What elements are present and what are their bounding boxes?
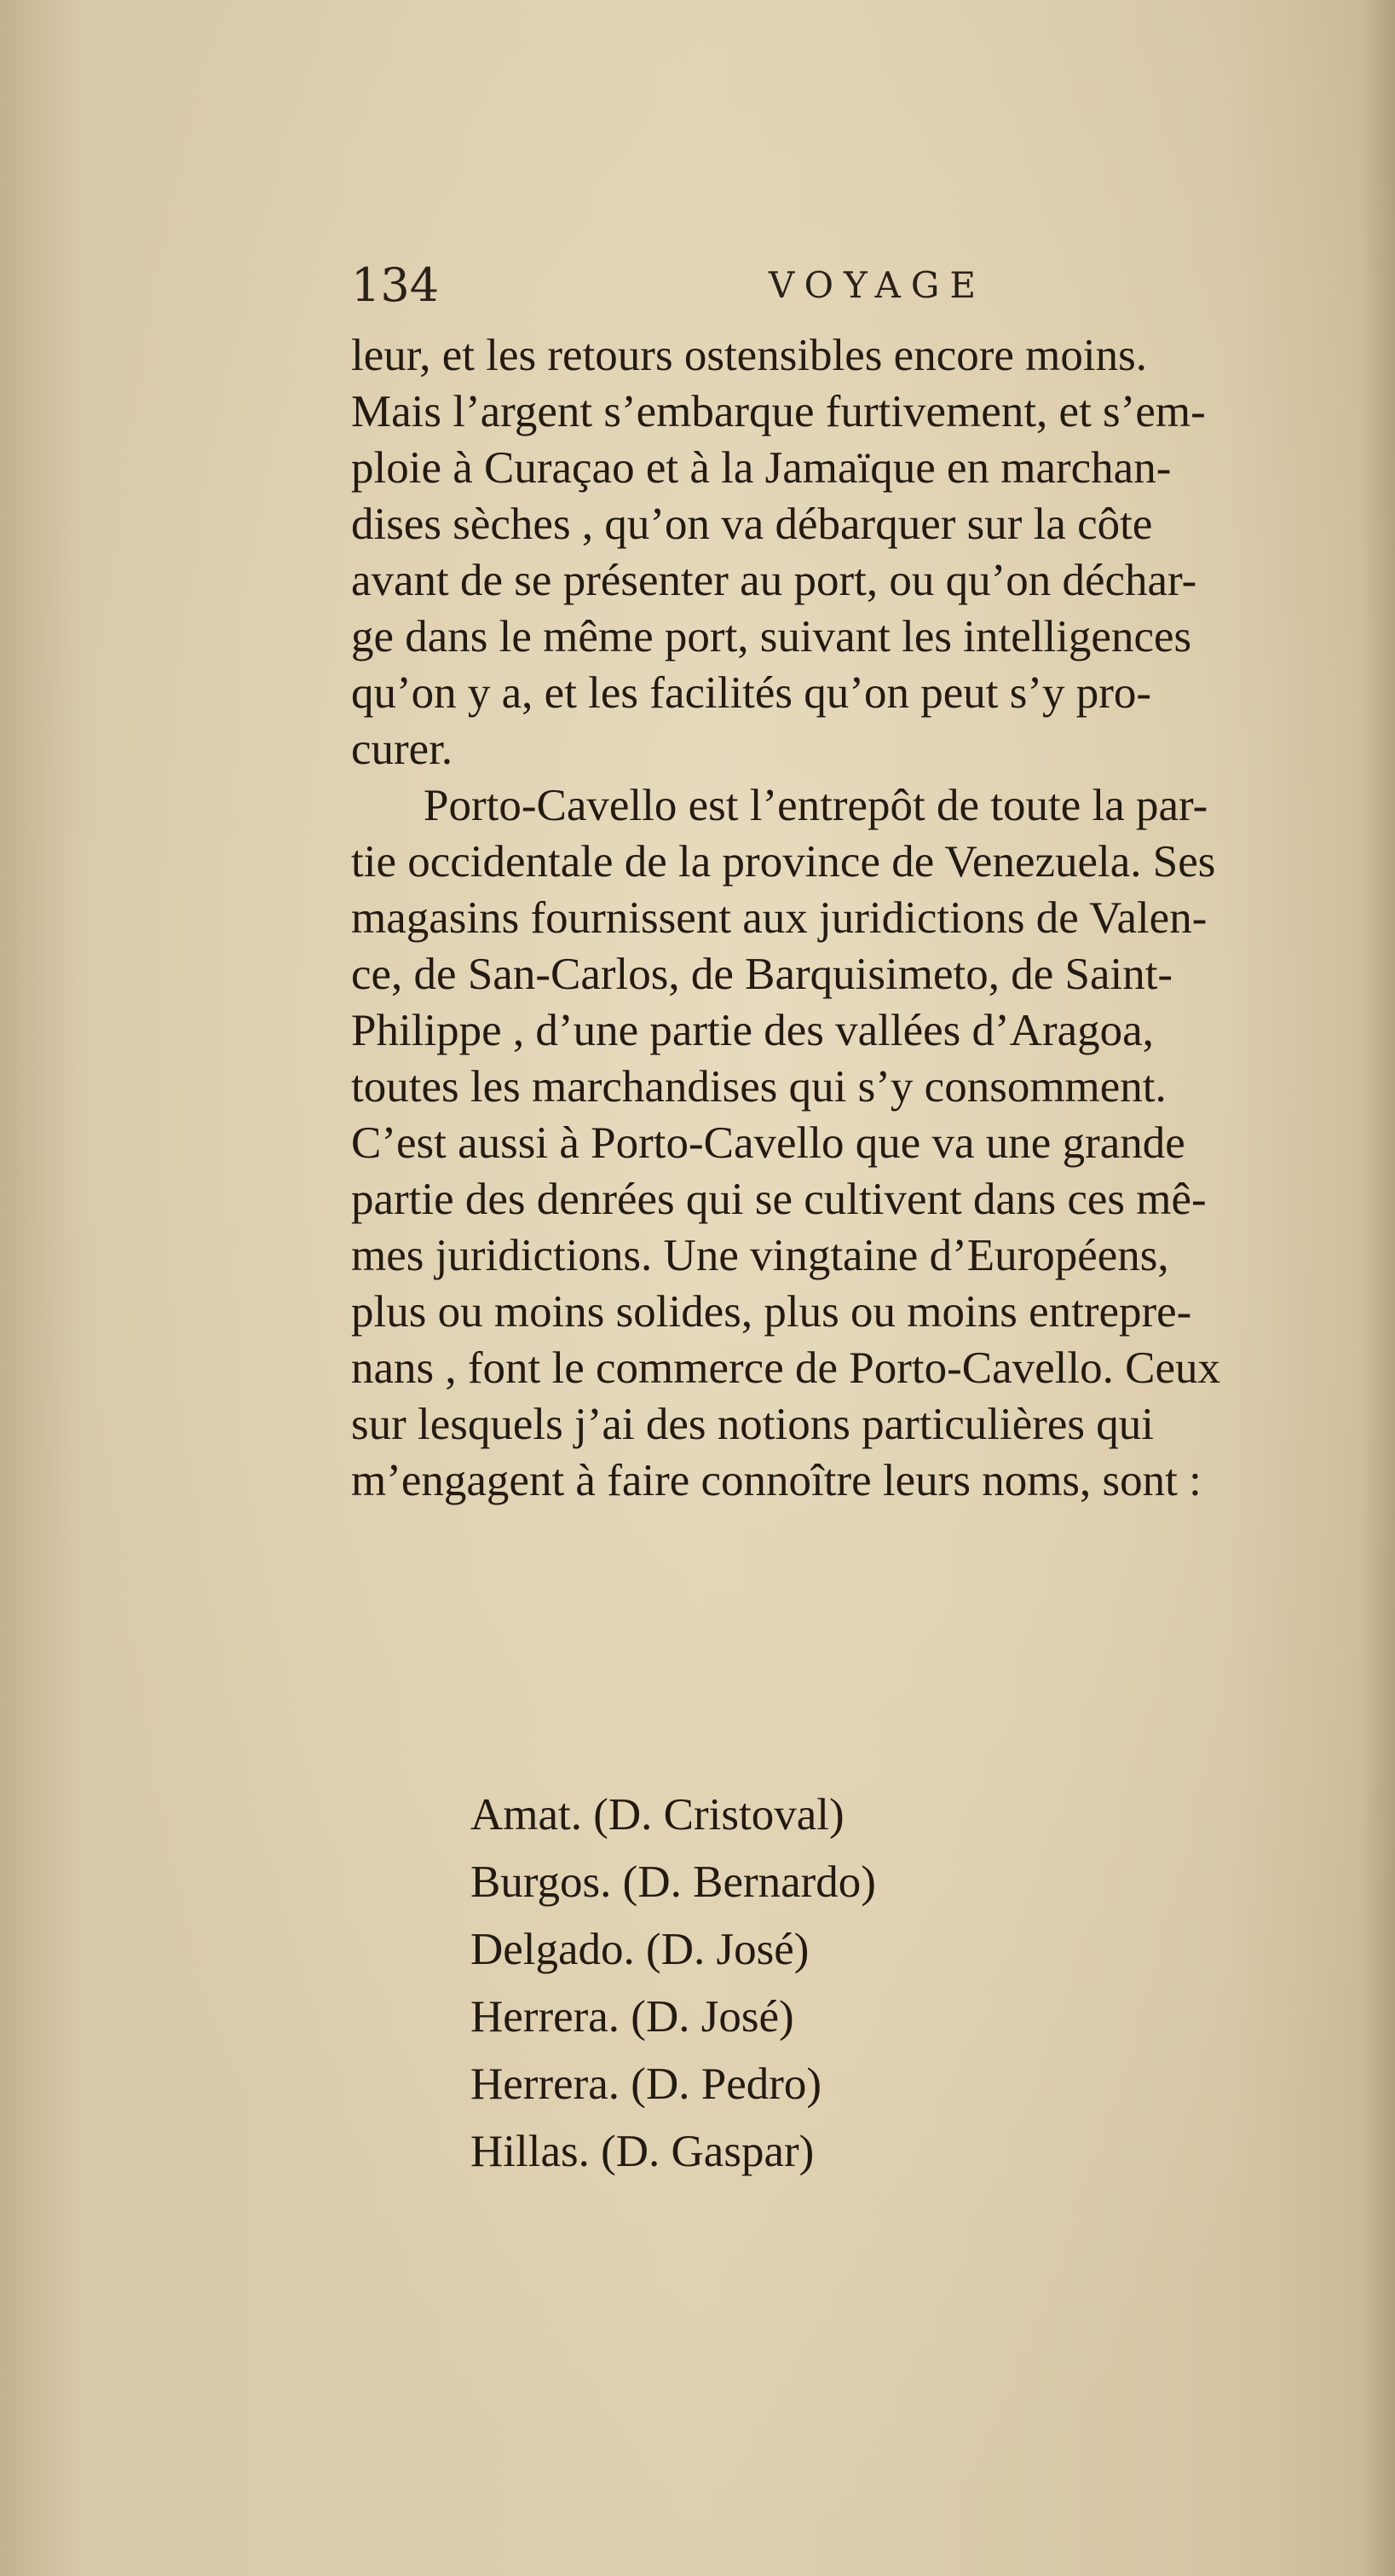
text-line: C’est aussi à Porto-Cavello que va une grande [351,1118,1185,1168]
text-line: ge dans le même port, suivant les intelligences [351,612,1192,661]
text-line: leur, et les retours ostensibles encore moins. [351,331,1147,380]
list-item: Herrera. (D. Pedro) [470,2059,822,2109]
list-item: Hillas. (D. Gaspar) [470,2127,815,2176]
list-item: Amat. (D. Cristoval) [470,1790,844,1840]
text-line: Porto-Cavello est l’entrepôt de toute la par- [424,781,1208,830]
text-line: sur lesquels j’ai des notions particulières qui [351,1400,1155,1449]
text-line: magasins fournissent aux juridictions de Valen- [351,893,1208,943]
list-item: Herrera. (D. José) [470,1992,794,2042]
text-line: mes juridictions. Une vingtaine d’Européens, [351,1231,1169,1280]
text-line: avant de se présenter au port, ou qu’on déchar- [351,556,1197,605]
text-line: ce, de San-Carlos, de Barquisimeto, de Saint- [351,950,1173,999]
text-line: curer. [351,725,453,774]
text-line: dises sèches , qu’on va débarquer sur la côte [351,500,1153,549]
page-header [351,256,1033,315]
text-line: qu’on y a, et les facilités qu’on peut s’y pro- [351,668,1152,718]
text-line: toutes les marchandises qui s’y consomment. [351,1062,1167,1112]
merchant-names-list [470,1782,876,2186]
running-title: VOYAGE [769,264,987,306]
list-item: Delgado. (D. José) [470,1925,810,1974]
list-item: Burgos. (D. Bernardo) [470,1857,876,1907]
text-line: plus ou moins solides, plus ou moins entrepre- [351,1287,1192,1337]
page-number: 134 [351,258,440,312]
text-line: ploie à Curaçao et à la Jamaïque en marchan- [351,443,1172,493]
paragraph-2 [351,777,1382,1509]
text-line: Mais l’argent s’embarque furtivement, et s’em- [351,387,1206,436]
text-line: partie des denrées qui se cultivent dans ces mê- [351,1175,1207,1224]
body-text [351,327,1382,1509]
paragraph-1 [351,327,1382,777]
text-line: m’engagent à faire connoître leurs noms, sont : [351,1456,1202,1505]
text-line: tie occidentale de la province de Venezuela. Ses [351,837,1216,887]
text-line: nans , font le commerce de Porto-Cavello. Ceux [351,1343,1220,1393]
text-line: Philippe , d’une partie des vallées d’Aragoa, [351,1006,1154,1055]
